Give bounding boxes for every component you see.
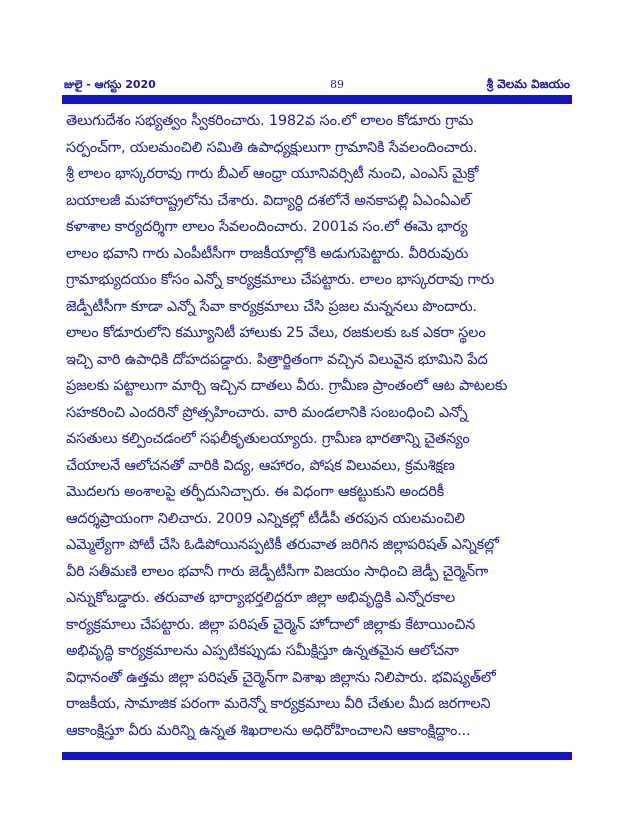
text-line: ఇచ్చి వారి ఉపాధికి దోహదపడ్డారు. పిత్రార్జితంగా వచ్చిన విలువైన భూమిని పేద — [66, 351, 488, 368]
text-line: ప్రజలకు పట్టాలుగా మార్చి ఇచ్చిన దాతలు వీరు. గ్రామీణ ప్రాంతంలో ఆట పాటలకు — [66, 378, 508, 394]
text-line: కార్యక్రమాలు చేపట్టారు. జిల్లా పరిషత్ చైర్మెన్ హోదాలో జిల్లాకు కేటాయించిన — [66, 616, 476, 633]
text-line: ఆదర్శప్రాయంగా నిలిచారు. 2009 ఎన్నికల్లో టీడీపీ తరపున యలమంచిలి — [66, 510, 465, 527]
text-line: రాజకీయ, సామాజిక పరంగా మరెన్నో కార్యక్రమాలు వీరి చేతుల మీద జరగాలని — [66, 696, 491, 712]
page-header — [62, 78, 572, 95]
magazine-title: శ్రీ వెలమ విజయం — [486, 77, 570, 91]
article-body — [66, 108, 570, 748]
footer-rule — [62, 752, 572, 760]
text-line: కళాశాల కార్యదర్శిగా లాలం సేవలందించారు. 2001వ సం.లో ఈమె భార్య — [66, 219, 468, 235]
text-line: చేయాలనే ఆలోచనతో వారికి విద్య, ఆహారం, పోషక విలువలు, క్రమశిక్షణ — [66, 457, 455, 474]
text-line: ఆకాంక్షిస్తూ వీరు మరిన్ని ఉన్నత శిఖరాలను అధిరోహించాలని ఆకాంక్షిద్దాం... — [66, 722, 471, 739]
text-line: లాలం కోడూరులోని కమ్యూనిటీ హాలుకు 25 వేలు, రజకులకు ఒక ఎకరా స్థలం — [66, 325, 486, 341]
text-line: మొదలగు అంశాలపై తర్ఫీదునిచ్చారు. ఈ విధంగా ఆకట్టుకుని అందరికీ — [66, 484, 444, 500]
text-line: ఎమ్మెల్యేగా పోటీ చేసి ఓడిపోయినప్పటికీ తరువాత జరిగిన జిల్లాపరిషత్ ఎన్నికల్లో — [66, 537, 499, 553]
issue-date: జులై - ఆగస్టు 2020 — [64, 78, 156, 91]
text-line: గ్రామాభ్యుదయం కోసం ఎన్నో కార్యక్రమాలు చేపట్టారు. లాలం భాస్కరరావు గారు — [66, 272, 495, 288]
header-rule — [62, 95, 572, 104]
text-line: లాలం భవాని గారు ఎంపీటీసీగా రాజకీయాల్లోకి అడుగుపెట్టారు. వీరిరువురు — [66, 245, 469, 262]
text-line: శ్రీ లాలం భాస్కరరావు గారు బీఎల్ ఆంధ్రా యూనివర్సిటీ నుంచి, ఎంఎస్ మైక్రో — [66, 166, 479, 182]
text-line: సహకరించి ఎందరినో ప్రోత్సహించారు. వారి మండలానికి సంబంధించి ఎన్నో — [66, 404, 468, 421]
text-line: వీరి సతీమణి లాలం భవానీ గారు జెడ్పీటీసీగా విజయం సాధించి జెడ్పీ చైర్మెన్‌గా — [66, 563, 489, 580]
text-line: సర్పంచ్‌గా, యలమంచిలి సమితి ఉపాధ్యక్షులుగా గ్రామానికి సేవలందించారు. — [66, 139, 478, 156]
text-line: విధానంతో ఉత్తమ జిల్లా పరిషత్ చైర్మెన్‌గా విశాఖ జిల్లాను నిలిపారు. భవిష్యత్‌లో — [66, 669, 496, 686]
text-line: వసతులు కల్పించడంలో సఫలీకృతులయ్యారు. గ్రామీణ భారతాన్ని చైతన్యం — [66, 431, 470, 447]
text-line: బయాలజీ మహారాష్ట్రలోను చేశారు. విద్యార్ధి దశలోనే అనకాపల్లి ఏఎంఏఎల్ — [66, 192, 471, 209]
page-number: 89 — [330, 78, 344, 91]
text-line: తెలుగుదేశం సభ్యత్వం స్వీకరించారు. 1982వ సం.లో లాలం కోడూరు గ్రామ — [66, 113, 474, 129]
text-line: ఎన్నుకోబడ్డారు. తరువాత భార్యాభర్తలిద్దరూ జిల్లా అభివృద్ధికి ఎన్నోరకాల — [66, 590, 455, 606]
text-line: జెడ్పీటీసీగా కూడా ఎన్నో సేవా కార్యక్రమాలు చేసి ప్రజల మన్ననలు పొందారు. — [66, 298, 477, 315]
text-line: అభివృద్ధి కార్యక్రమాలను ఎప్పటికప్పుడు సమీక్షిస్తూ ఉన్నతమైన ఆలోచనా — [66, 643, 459, 659]
